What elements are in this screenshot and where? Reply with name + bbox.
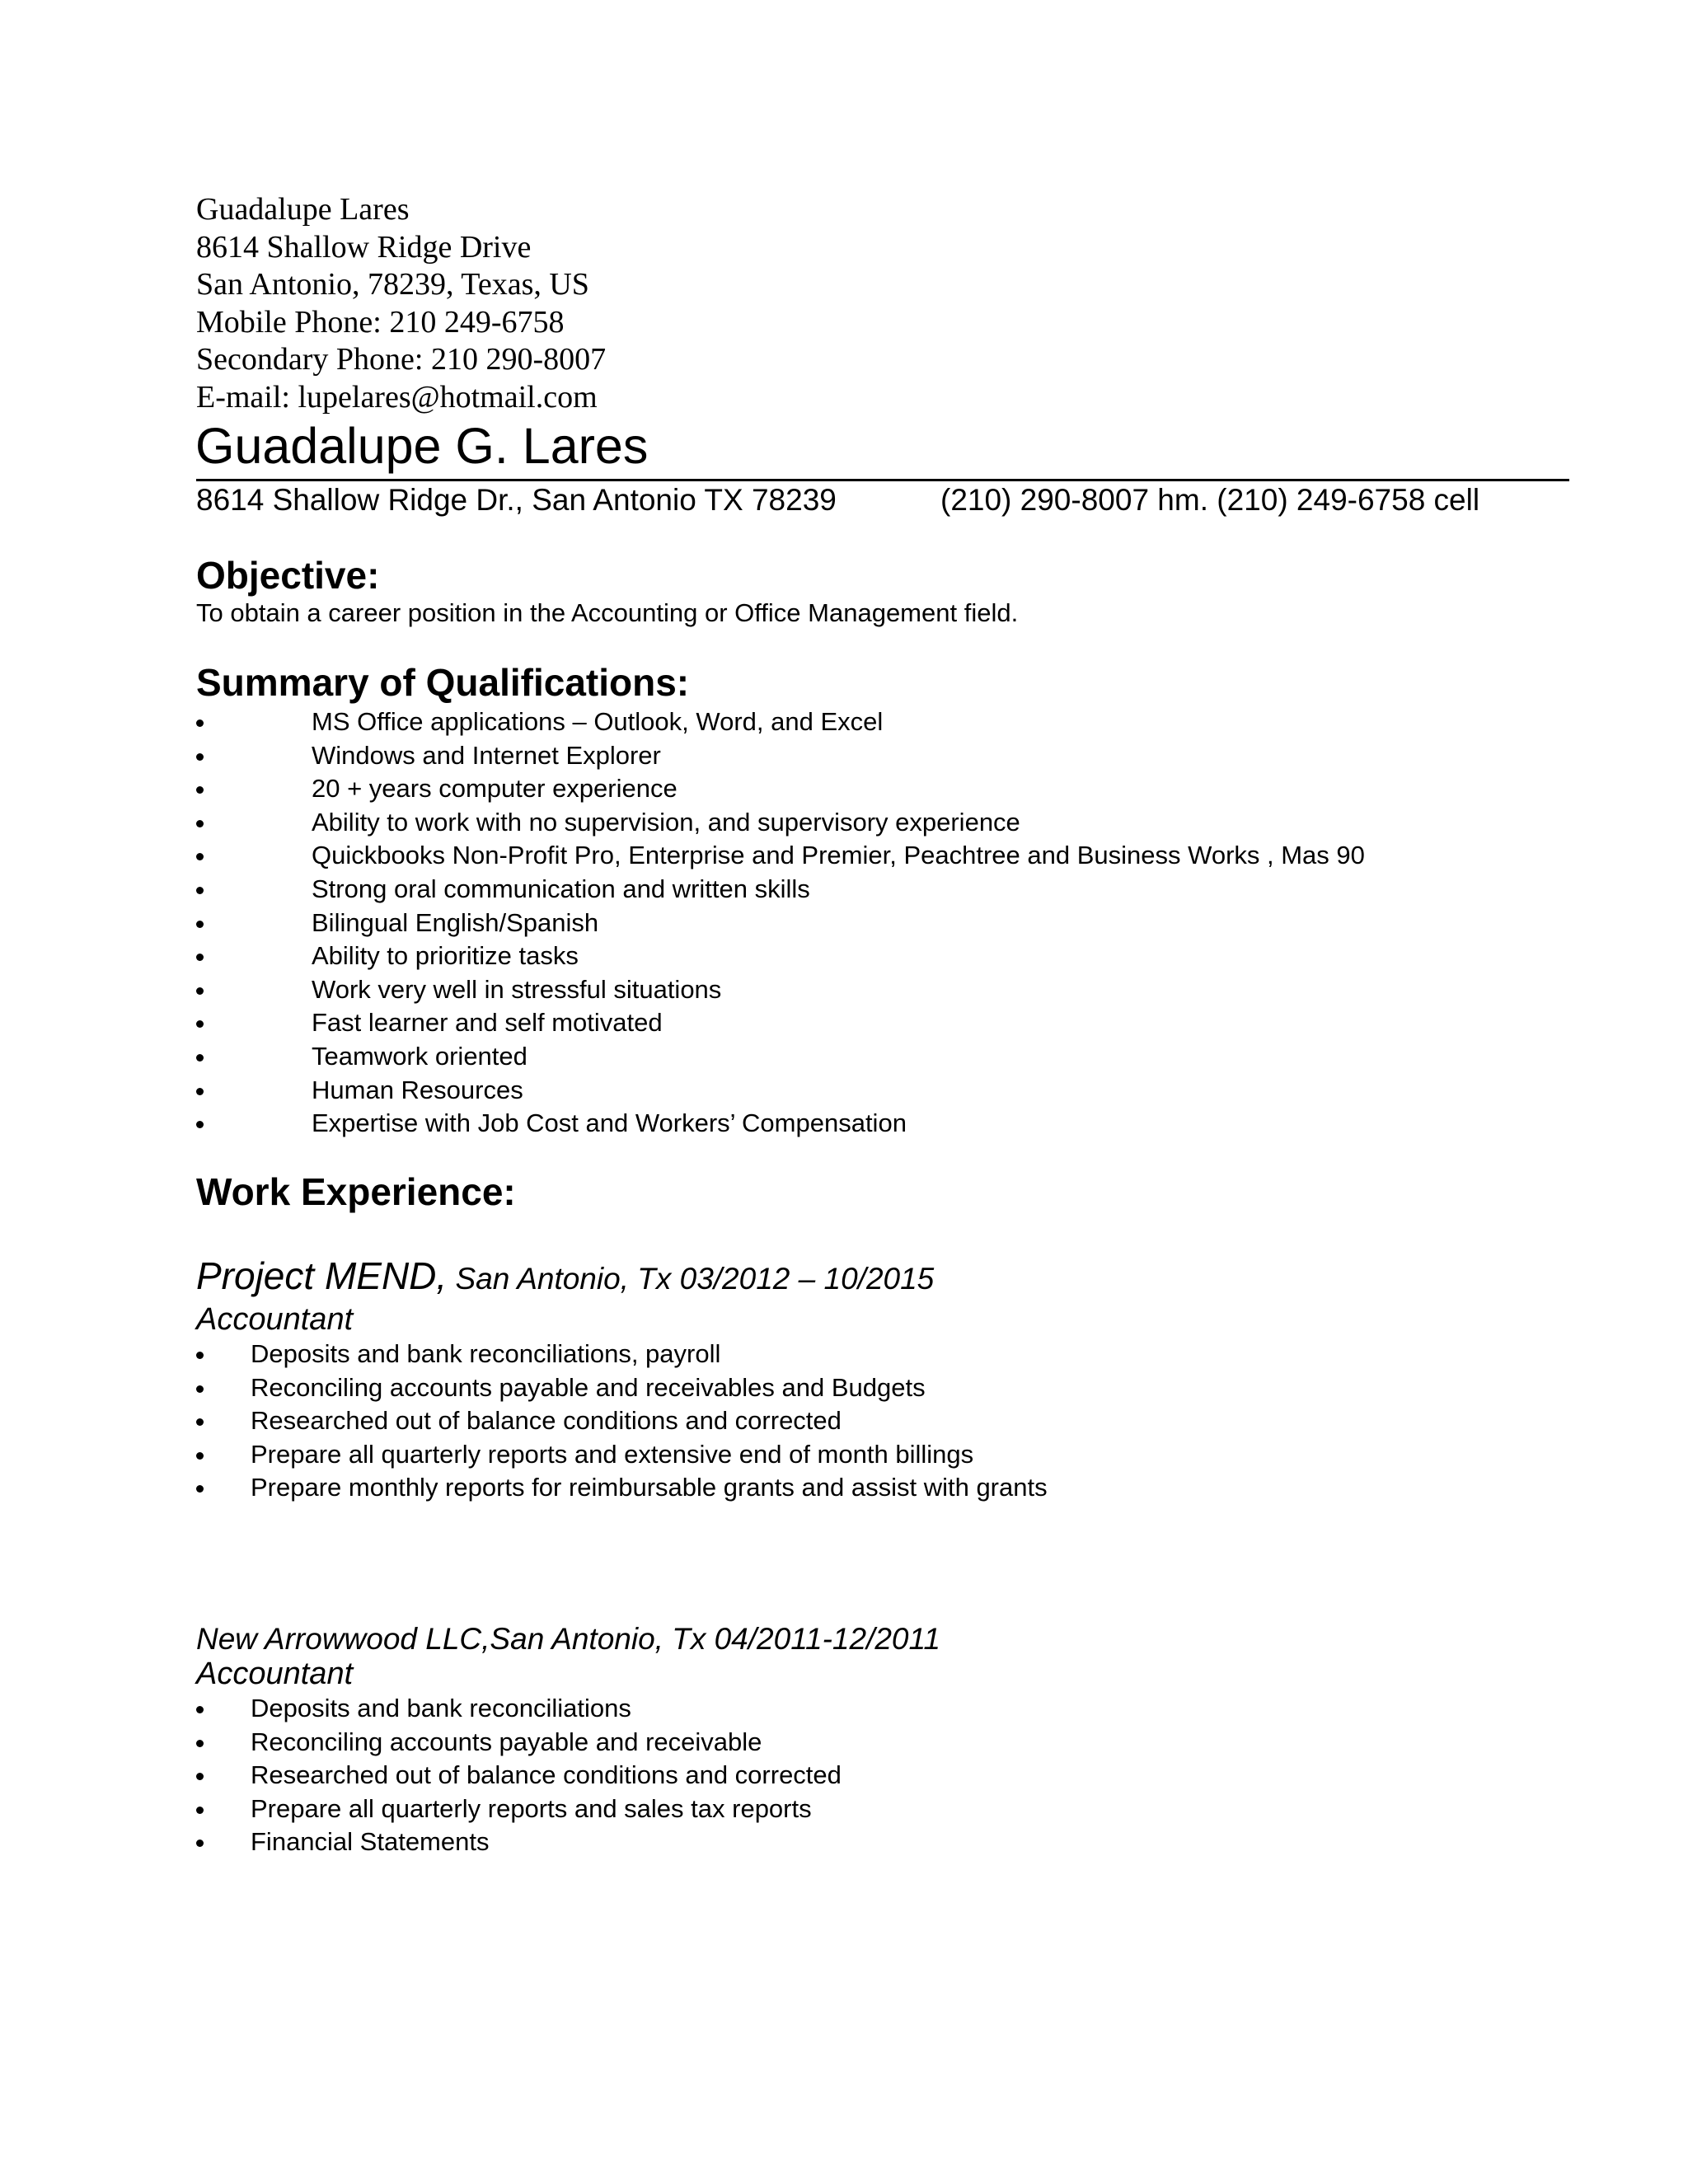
bullet-icon bbox=[196, 1452, 204, 1460]
list-item: Teamwork oriented bbox=[196, 1040, 1365, 1074]
list-item: Ability to prioritize tasks bbox=[196, 940, 1365, 973]
list-item: Financial Statements bbox=[196, 1825, 842, 1859]
list-item: MS Office applications – Outlook, Word, and Excel bbox=[196, 705, 1365, 739]
list-item: Prepare all quarterly reports and sales tax reports bbox=[196, 1793, 842, 1826]
bullet-icon bbox=[196, 1706, 204, 1713]
bullet-icon bbox=[196, 753, 204, 761]
bullet-icon bbox=[196, 1773, 204, 1780]
contact-name: Guadalupe Lares bbox=[196, 192, 410, 227]
contact-mobile: Mobile Phone: 210 249-6758 bbox=[196, 304, 565, 340]
bullet-icon bbox=[196, 719, 204, 727]
bullet-icon bbox=[196, 954, 204, 961]
bullet-icon bbox=[196, 921, 204, 928]
list-item: Reconciling accounts payable and receivable bbox=[196, 1726, 842, 1760]
contact-city: San Antonio, 78239, Texas, US bbox=[196, 267, 589, 302]
resume-name-title: Guadalupe G. Lares bbox=[195, 418, 649, 474]
qualifications-list bbox=[196, 705, 1365, 1141]
bullet-icon bbox=[196, 887, 204, 894]
contact-secondary-phone: Secondary Phone: 210 290-8007 bbox=[196, 342, 607, 377]
work-experience-heading: Work Experience: bbox=[196, 1170, 516, 1213]
bullet-icon bbox=[196, 1807, 204, 1814]
job-duties-list bbox=[196, 1338, 1048, 1505]
list-item: 20 + years computer experience bbox=[196, 772, 1365, 806]
list-item: Bilingual English/Spanish bbox=[196, 907, 1365, 940]
bullet-icon bbox=[196, 1385, 204, 1393]
list-item: Researched out of balance conditions and corrected bbox=[196, 1404, 1048, 1438]
contact-email: E-mail: lupelares@hotmail.com bbox=[196, 379, 598, 415]
header-address-line bbox=[196, 481, 1569, 519]
bullet-icon bbox=[196, 1352, 204, 1359]
list-item: Work very well in stressful situations bbox=[196, 973, 1365, 1007]
list-item: Deposits and bank reconciliations bbox=[196, 1692, 842, 1726]
bullet-icon bbox=[196, 1740, 204, 1747]
qualifications-heading: Summary of Qualifications: bbox=[196, 661, 690, 704]
list-item: Prepare monthly reports for reimbursable grants and assist with grants bbox=[196, 1471, 1048, 1505]
job-location-dates: San Antonio, Tx 03/2012 – 10/2015 bbox=[447, 1262, 935, 1296]
list-item: Prepare all quarterly reports and extensive end of month billings bbox=[196, 1438, 1048, 1472]
header-address: 8614 Shallow Ridge Dr., San Antonio TX 78239 bbox=[196, 483, 837, 517]
bullet-icon bbox=[196, 786, 204, 794]
list-item: Fast learner and self motivated bbox=[196, 1006, 1365, 1040]
header-phones: (210) 290-8007 hm. (210) 249-6758 cell bbox=[940, 483, 1480, 517]
job-duties-list bbox=[196, 1692, 842, 1859]
list-item: Human Resources bbox=[196, 1074, 1365, 1108]
list-item: Deposits and bank reconciliations, payroll bbox=[196, 1338, 1048, 1371]
list-item: Researched out of balance conditions and corrected bbox=[196, 1759, 842, 1793]
job-title: Accountant bbox=[196, 1302, 354, 1337]
job-location-dates: New Arrowwood LLC,San Antonio, Tx 04/2011-12/2011 bbox=[196, 1622, 940, 1656]
list-item: Reconciling accounts payable and receivables and Budgets bbox=[196, 1371, 1048, 1405]
objective-heading: Objective: bbox=[196, 554, 380, 597]
bullet-icon bbox=[196, 1121, 204, 1128]
list-item: Ability to work with no supervision, and supervisory experience bbox=[196, 806, 1365, 840]
bullet-icon bbox=[196, 1088, 204, 1095]
list-item: Expertise with Job Cost and Workers’ Compensation bbox=[196, 1107, 1365, 1141]
bullet-icon bbox=[196, 853, 204, 860]
job-org: Project MEND, bbox=[196, 1254, 448, 1297]
bullet-icon bbox=[196, 1054, 204, 1062]
list-item: Quickbooks Non-Profit Pro, Enterprise and Premier, Peachtree and Business Works , Mas 90 bbox=[196, 839, 1365, 873]
bullet-icon bbox=[196, 1840, 204, 1847]
job-title: Accountant bbox=[196, 1657, 354, 1691]
contact-block bbox=[196, 191, 606, 416]
objective-text: To obtain a career position in the Accounting or Office Management field. bbox=[196, 598, 1019, 627]
bullet-icon bbox=[196, 1020, 204, 1028]
bullet-icon bbox=[196, 1418, 204, 1426]
bullet-icon bbox=[196, 987, 204, 995]
bullet-icon bbox=[196, 1485, 204, 1493]
bullet-icon bbox=[196, 820, 204, 827]
contact-street: 8614 Shallow Ridge Drive bbox=[196, 229, 532, 265]
list-item: Windows and Internet Explorer bbox=[196, 739, 1365, 773]
list-item: Strong oral communication and written skills bbox=[196, 873, 1365, 907]
